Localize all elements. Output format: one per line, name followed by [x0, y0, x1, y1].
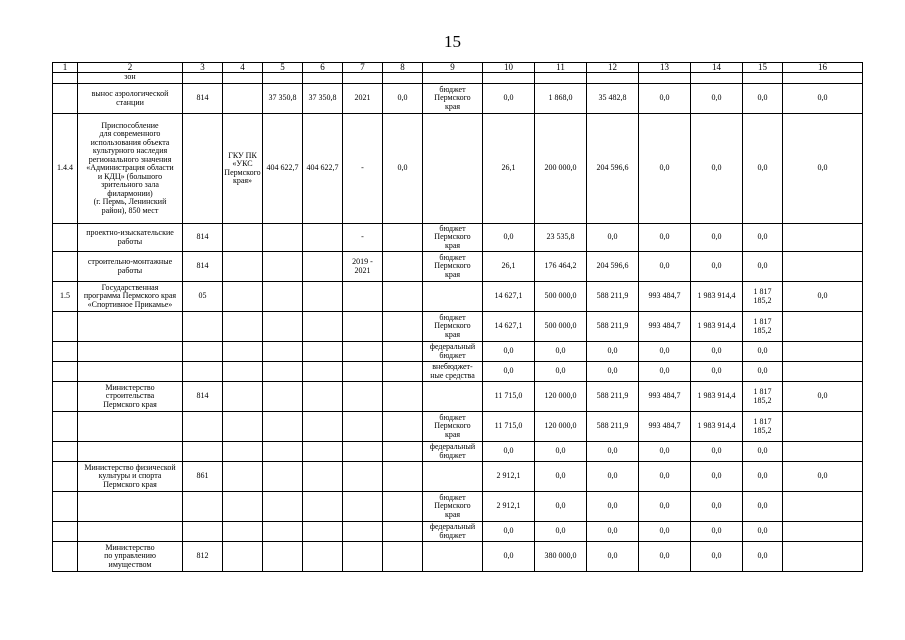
table-cell — [343, 382, 383, 412]
table-cell: 861 — [183, 462, 223, 492]
table-cell: ГКУ ПК «УКС Пермского края» — [223, 114, 263, 224]
table-cell: 35 482,8 — [587, 84, 639, 114]
table-cell: 0,0 — [691, 224, 743, 252]
table-cell — [383, 492, 423, 522]
table-cell: 0,0 — [535, 522, 587, 542]
table-cell: 0,0 — [743, 462, 783, 492]
table-cell — [383, 442, 423, 462]
table-cell — [78, 412, 183, 442]
table-cell — [263, 342, 303, 362]
table-cell: 11 715,0 — [483, 412, 535, 442]
table-cell: 993 484,7 — [639, 312, 691, 342]
table-cell — [183, 442, 223, 462]
table-cell — [383, 362, 423, 382]
table-cell — [783, 362, 863, 382]
table-cell — [78, 442, 183, 462]
table-cell: 37 350,8 — [263, 84, 303, 114]
table-cell — [223, 362, 263, 382]
table-cell — [783, 522, 863, 542]
table-cell: 1 983 914,4 — [691, 312, 743, 342]
table-cell: Государственная программа Пермского края «Спортивное Прикамье» — [78, 282, 183, 312]
table-cell — [263, 442, 303, 462]
table-cell — [639, 73, 691, 84]
table-cell: 812 — [183, 542, 223, 572]
table-row — [53, 442, 863, 462]
table-cell — [223, 252, 263, 282]
budget-table — [52, 62, 863, 572]
table-cell — [263, 362, 303, 382]
table-cell — [383, 412, 423, 442]
table-row — [53, 252, 863, 282]
table-cell: 0,0 — [587, 492, 639, 522]
table-cell — [223, 542, 263, 572]
table-cell — [783, 342, 863, 362]
table-cell — [423, 73, 483, 84]
column-number: 4 — [223, 63, 263, 73]
table-cell: 1.5 — [53, 282, 78, 312]
table-cell — [783, 312, 863, 342]
table-cell: 0,0 — [691, 442, 743, 462]
column-number: 16 — [783, 63, 863, 73]
column-number: 7 — [343, 63, 383, 73]
table-cell: 0,0 — [691, 252, 743, 282]
table-cell: 0,0 — [691, 342, 743, 362]
column-number: 15 — [743, 63, 783, 73]
table-cell — [223, 342, 263, 362]
table-cell: строительно-монтажные работы — [78, 252, 183, 282]
table-cell — [423, 282, 483, 312]
table-cell: 0,0 — [743, 492, 783, 522]
table-cell — [303, 462, 343, 492]
table-cell — [53, 224, 78, 252]
table-cell: 0,0 — [639, 522, 691, 542]
table-row — [53, 462, 863, 492]
table-cell — [343, 462, 383, 492]
table-cell — [53, 492, 78, 522]
column-number: 11 — [535, 63, 587, 73]
table-cell: 120 000,0 — [535, 382, 587, 412]
table-cell: федеральный бюджет — [423, 522, 483, 542]
table-cell: 0,0 — [587, 442, 639, 462]
table-cell: 0,0 — [383, 84, 423, 114]
table-cell: 0,0 — [587, 342, 639, 362]
table-cell — [383, 252, 423, 282]
table-row — [53, 114, 863, 224]
table-cell: 0,0 — [639, 462, 691, 492]
table-cell: бюджет Пермского края — [423, 84, 483, 114]
table-cell: 0,0 — [691, 542, 743, 572]
table-cell: 0,0 — [783, 382, 863, 412]
table-cell: бюджет Пермского края — [423, 412, 483, 442]
table-cell — [53, 522, 78, 542]
table-cell: 26,1 — [483, 252, 535, 282]
table-cell: 0,0 — [483, 542, 535, 572]
table-cell — [263, 462, 303, 492]
table-cell — [343, 522, 383, 542]
table-cell — [691, 73, 743, 84]
table-cell — [783, 442, 863, 462]
table-cell — [535, 73, 587, 84]
table-cell — [223, 462, 263, 492]
table-row — [53, 412, 863, 442]
table-cell: 0,0 — [587, 462, 639, 492]
table-cell: 814 — [183, 224, 223, 252]
column-number: 5 — [263, 63, 303, 73]
table-cell: 176 464,2 — [535, 252, 587, 282]
table-cell — [383, 542, 423, 572]
table-cell: 2 912,1 — [483, 462, 535, 492]
table-cell — [343, 542, 383, 572]
table-cell: бюджет Пермского края — [423, 492, 483, 522]
table-cell: 0,0 — [743, 84, 783, 114]
column-number: 2 — [78, 63, 183, 73]
table-cell: 0,0 — [483, 84, 535, 114]
table-cell — [78, 492, 183, 522]
table-cell: 0,0 — [383, 114, 423, 224]
column-number: 3 — [183, 63, 223, 73]
table-cell: федеральный бюджет — [423, 342, 483, 362]
table-row — [53, 522, 863, 542]
table-cell: 588 211,9 — [587, 382, 639, 412]
table-cell — [483, 73, 535, 84]
table-cell: Министерство по управлению имуществом — [78, 542, 183, 572]
table-cell: 1 817 185,2 — [743, 382, 783, 412]
table-cell: 0,0 — [535, 362, 587, 382]
table-cell: 2021 — [343, 84, 383, 114]
table-cell: 0,0 — [743, 522, 783, 542]
table-cell — [303, 412, 343, 442]
page-number: 15 — [444, 32, 461, 51]
table-cell — [78, 362, 183, 382]
table-cell: бюджет Пермского края — [423, 224, 483, 252]
table-cell: 1 868,0 — [535, 84, 587, 114]
table-cell — [383, 224, 423, 252]
table-cell: 0,0 — [783, 462, 863, 492]
table-cell — [303, 542, 343, 572]
table-cell: 05 — [183, 282, 223, 312]
table-cell — [783, 412, 863, 442]
table-cell: 1 983 914,4 — [691, 382, 743, 412]
table-cell: проектно-изыскательские работы — [78, 224, 183, 252]
table-cell: 0,0 — [691, 114, 743, 224]
table-cell — [263, 382, 303, 412]
table-cell — [223, 412, 263, 442]
table-row — [53, 542, 863, 572]
table-cell — [263, 412, 303, 442]
table-cell: 500 000,0 — [535, 312, 587, 342]
table-cell: 0,0 — [535, 492, 587, 522]
table-cell: 2 912,1 — [483, 492, 535, 522]
table-cell — [53, 362, 78, 382]
table-header-row — [53, 63, 863, 73]
table-cell: внебюджет- ные средства — [423, 362, 483, 382]
table-cell: 0,0 — [639, 252, 691, 282]
table-row — [53, 492, 863, 522]
table-cell: 0,0 — [535, 462, 587, 492]
table-cell: бюджет Пермского края — [423, 252, 483, 282]
table-cell — [78, 342, 183, 362]
column-number: 14 — [691, 63, 743, 73]
table-cell — [53, 442, 78, 462]
table-cell: 0,0 — [483, 522, 535, 542]
table-cell: 0,0 — [743, 442, 783, 462]
table-cell: 0,0 — [743, 252, 783, 282]
table-cell — [423, 382, 483, 412]
table-cell: 993 484,7 — [639, 412, 691, 442]
table-row — [53, 84, 863, 114]
table-cell — [263, 312, 303, 342]
table-cell: 0,0 — [587, 542, 639, 572]
table-cell — [223, 224, 263, 252]
table-cell: 993 484,7 — [639, 382, 691, 412]
table-cell — [183, 492, 223, 522]
table-cell — [53, 252, 78, 282]
table-cell — [183, 362, 223, 382]
table-cell — [263, 252, 303, 282]
table-cell: 0,0 — [691, 362, 743, 382]
table-cell: 0,0 — [783, 114, 863, 224]
table-cell: федеральный бюджет — [423, 442, 483, 462]
table-cell: 0,0 — [639, 542, 691, 572]
table-cell — [383, 312, 423, 342]
table-cell: 0,0 — [783, 282, 863, 312]
table-cell — [343, 442, 383, 462]
table-cell — [303, 282, 343, 312]
table-row — [53, 282, 863, 312]
table-cell — [743, 73, 783, 84]
table-cell: 0,0 — [483, 442, 535, 462]
column-number: 13 — [639, 63, 691, 73]
table-cell — [183, 312, 223, 342]
table-cell: 1 983 914,4 — [691, 412, 743, 442]
table-cell — [223, 442, 263, 462]
table-cell — [783, 542, 863, 572]
table-cell: 0,0 — [639, 442, 691, 462]
table-cell: 0,0 — [743, 542, 783, 572]
table-cell — [53, 342, 78, 362]
table-row — [53, 73, 863, 84]
table-cell — [263, 542, 303, 572]
table-cell: 0,0 — [639, 342, 691, 362]
table-cell — [303, 73, 343, 84]
table-cell: 0,0 — [587, 362, 639, 382]
table-row — [53, 312, 863, 342]
table-cell — [223, 73, 263, 84]
table-cell: 404 622,7 — [303, 114, 343, 224]
table-cell — [53, 312, 78, 342]
table-cell: зон — [78, 73, 183, 84]
table-cell: 0,0 — [587, 224, 639, 252]
table-cell — [303, 492, 343, 522]
table-cell: 0,0 — [639, 362, 691, 382]
table-cell — [78, 522, 183, 542]
table-cell — [183, 73, 223, 84]
table-cell: 0,0 — [587, 522, 639, 542]
column-number: 1 — [53, 63, 78, 73]
table-cell: 120 000,0 — [535, 412, 587, 442]
table-cell — [303, 382, 343, 412]
table-cell: Министерство физической культуры и спорта Пермского края — [78, 462, 183, 492]
table-cell — [263, 224, 303, 252]
table-cell — [263, 522, 303, 542]
table-cell — [263, 492, 303, 522]
table-cell: - — [343, 224, 383, 252]
table-cell: 0,0 — [691, 462, 743, 492]
table-cell: 814 — [183, 84, 223, 114]
table-cell — [303, 342, 343, 362]
table-cell: бюджет Пермского края — [423, 312, 483, 342]
table-cell: 0,0 — [639, 114, 691, 224]
table-cell — [183, 412, 223, 442]
table-cell — [343, 362, 383, 382]
table-cell: 814 — [183, 252, 223, 282]
table-cell — [423, 462, 483, 492]
table-row — [53, 224, 863, 252]
table-cell — [383, 73, 423, 84]
table-cell: 380 000,0 — [535, 542, 587, 572]
table-cell: 1 817 185,2 — [743, 282, 783, 312]
table-cell: 1.4.4 — [53, 114, 78, 224]
table-cell — [223, 492, 263, 522]
table-cell: - — [343, 114, 383, 224]
table-cell: 0,0 — [743, 362, 783, 382]
table-cell — [303, 522, 343, 542]
table-cell — [383, 282, 423, 312]
table-cell — [383, 522, 423, 542]
table-cell — [263, 282, 303, 312]
table-cell — [343, 73, 383, 84]
table-cell: 204 596,6 — [587, 114, 639, 224]
table-cell: Министерство строительства Пермского края — [78, 382, 183, 412]
table-cell — [783, 252, 863, 282]
table-cell — [383, 382, 423, 412]
table-cell: 404 622,7 — [263, 114, 303, 224]
table-cell: вынос аэрологической станции — [78, 84, 183, 114]
table-cell — [223, 84, 263, 114]
table-cell: 0,0 — [483, 224, 535, 252]
table-cell: 2019 - 2021 — [343, 252, 383, 282]
table-cell — [303, 252, 343, 282]
table-cell: 814 — [183, 382, 223, 412]
table-cell — [343, 412, 383, 442]
table-cell: 0,0 — [691, 492, 743, 522]
table-cell: 0,0 — [639, 84, 691, 114]
table-cell: 0,0 — [535, 442, 587, 462]
table-cell — [383, 342, 423, 362]
table-cell: 0,0 — [535, 342, 587, 362]
table-cell — [53, 542, 78, 572]
table-cell — [223, 522, 263, 542]
table-cell — [223, 312, 263, 342]
table-cell — [53, 73, 78, 84]
table-cell: 14 627,1 — [483, 282, 535, 312]
table-cell — [343, 312, 383, 342]
column-number: 10 — [483, 63, 535, 73]
table-cell: 204 596,6 — [587, 252, 639, 282]
table-cell: 0,0 — [691, 522, 743, 542]
column-number: 8 — [383, 63, 423, 73]
table-cell — [783, 73, 863, 84]
table-cell: 993 484,7 — [639, 282, 691, 312]
table-cell: 0,0 — [743, 342, 783, 362]
table-row — [53, 342, 863, 362]
table-cell: 588 211,9 — [587, 282, 639, 312]
table-cell — [343, 492, 383, 522]
table-cell: 0,0 — [639, 224, 691, 252]
table-cell — [303, 224, 343, 252]
table-cell — [183, 114, 223, 224]
table-cell: 588 211,9 — [587, 312, 639, 342]
table-cell — [223, 382, 263, 412]
column-number: 9 — [423, 63, 483, 73]
table-cell: 200 000,0 — [535, 114, 587, 224]
table-cell — [263, 73, 303, 84]
table-cell — [423, 114, 483, 224]
table-cell — [53, 462, 78, 492]
table-cell — [53, 382, 78, 412]
table-cell: 14 627,1 — [483, 312, 535, 342]
table-cell: 23 535,8 — [535, 224, 587, 252]
column-number: 12 — [587, 63, 639, 73]
table-cell: Приспособление для современного использования объекта культурного наследия регионального значения «Администрация области и КДЦ» (большого зрительного зала филармонии) (г. Пермь, Ленинский район), 850 мест — [78, 114, 183, 224]
table-cell: 1 817 185,2 — [743, 412, 783, 442]
table-cell — [53, 84, 78, 114]
table-cell: 0,0 — [691, 84, 743, 114]
table-cell: 37 350,8 — [303, 84, 343, 114]
column-number: 6 — [303, 63, 343, 73]
table-cell — [183, 342, 223, 362]
table-cell: 0,0 — [483, 362, 535, 382]
table-cell — [383, 462, 423, 492]
table-cell — [78, 312, 183, 342]
table-cell: 26,1 — [483, 114, 535, 224]
table-cell: 0,0 — [783, 84, 863, 114]
table-cell — [783, 224, 863, 252]
table-cell — [303, 312, 343, 342]
table-cell: 0,0 — [639, 492, 691, 522]
table-cell — [783, 492, 863, 522]
table-cell — [223, 282, 263, 312]
table-cell: 0,0 — [483, 342, 535, 362]
table-cell — [587, 73, 639, 84]
table-cell — [303, 362, 343, 382]
table-cell: 1 817 185,2 — [743, 312, 783, 342]
table-row — [53, 382, 863, 412]
table-cell — [303, 442, 343, 462]
table-cell: 0,0 — [743, 224, 783, 252]
table-row — [53, 362, 863, 382]
table-cell — [343, 282, 383, 312]
table-cell — [183, 522, 223, 542]
table-cell — [423, 542, 483, 572]
table-cell: 11 715,0 — [483, 382, 535, 412]
table-cell: 588 211,9 — [587, 412, 639, 442]
table-cell: 1 983 914,4 — [691, 282, 743, 312]
table-cell — [343, 342, 383, 362]
table-cell — [53, 412, 78, 442]
table-cell: 0,0 — [743, 114, 783, 224]
table-cell: 500 000,0 — [535, 282, 587, 312]
